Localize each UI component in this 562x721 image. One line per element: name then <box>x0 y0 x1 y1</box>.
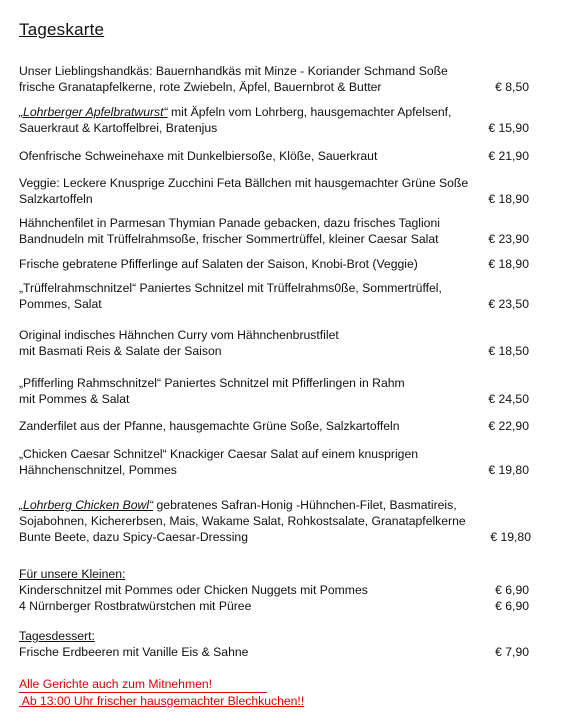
item-line: Frische gebratene Pfifferlinge auf Salaten der Saison, Knobi-Brot (Veggie) <box>19 257 418 271</box>
item-price: € 19,80 <box>490 530 531 544</box>
dessert-price: € 7,90 <box>495 645 529 659</box>
item-line: Hähnchenschnitzel, Pommes <box>19 463 177 477</box>
menu-item <box>19 446 529 478</box>
item-price: € 18,90 <box>488 257 529 271</box>
item-line: mit Basmati Reis & Salate der Saison <box>19 344 222 358</box>
item-price: € 23,90 <box>488 232 529 246</box>
menu-item <box>19 375 529 407</box>
item-price: € 22,90 <box>488 419 529 433</box>
menu-item <box>19 104 529 136</box>
kids-line: 4 Nürnberger Rostbratwürstchen mit Püree <box>19 599 252 613</box>
kids-section <box>19 566 529 614</box>
menu-item <box>19 256 529 272</box>
item-line: frische Granatapfelkerne, rote Zwiebeln, Äpfel, Bauernbrot & Butter <box>19 80 382 94</box>
item-line: Veggie: Leckere Knusprige Zucchini Feta Bällchen mit hausgemachter Grüne Soße <box>19 176 469 190</box>
kids-line: Kinderschnitzel mit Pommes oder Chicken Nuggets mit Pommes <box>19 583 368 597</box>
item-line: Original indisches Hähnchen Curry vom Hähnchenbrustfilet <box>19 328 339 342</box>
item-price: € 18,50 <box>488 344 529 358</box>
item-price: € 15,90 <box>488 121 529 135</box>
item-line: „Pfifferling Rahmschnitzel“ Paniertes Schnitzel mit Pfifferlingen in Rahm <box>19 376 405 390</box>
item-line: Sojabohnen, Kichererbsen, Mais, Wakame Salat, Rohkostsalate, Granatapfelkerne <box>19 514 466 528</box>
item-line: „Chicken Caesar Schnitzel“ Knackiger Caesar Salat auf einem knusprigen <box>19 447 418 461</box>
item-line: Bandnudeln mit Trüffelrahmsoße, frischer Sommertrüffel, kleiner Caesar Salat <box>19 232 439 246</box>
item-line: Sauerkraut & Kartoffelbrei, Bratenjus <box>19 121 218 135</box>
kids-heading: Für unsere Kleinen: <box>19 567 126 581</box>
menu-item <box>19 215 529 247</box>
kids-price: € 6,90 <box>495 599 529 613</box>
menu-item <box>19 418 529 434</box>
cake-note: Ab 13:00 Uhr frischer hausgemachter Blechkuchen!! <box>19 694 305 708</box>
menu-item <box>19 497 531 545</box>
item-line: mit Pommes & Salat <box>19 392 130 406</box>
page-title: Tageskarte <box>19 20 105 39</box>
item-line: mit Äpfeln vom Lohrberg, hausgemachter Apfelsenf, <box>167 105 452 119</box>
dessert-line: Frische Erdbeeren mit Vanille Eis & Sahne <box>19 645 249 659</box>
item-line: Ofenfrische Schweinehaxe mit Dunkelbiersoße, Klöße, Sauerkraut <box>19 149 378 163</box>
menu-item <box>19 148 529 164</box>
item-price: € 23,50 <box>488 297 529 311</box>
item-price: € 18,90 <box>488 192 529 206</box>
item-line: Zanderfilet aus der Pfanne, hausgemachte Grüne Soße, Salzkartoffeln <box>19 419 400 433</box>
dessert-heading: Tagesdessert: <box>19 629 95 643</box>
item-line: Bunte Beete, dazu Spicy-Caesar-Dressing <box>19 530 248 544</box>
item-price: € 21,90 <box>488 149 529 163</box>
menu-item <box>19 63 529 95</box>
menu-item <box>19 280 529 312</box>
item-line: Unser Lieblingshandkäs: Bauernhandkäs mit Minze - Koriander Schmand Soße <box>19 64 448 78</box>
dessert-section <box>19 628 529 660</box>
item-line: Pommes, Salat <box>19 297 102 311</box>
item-line: Hähnchenfilet in Parmesan Thymian Panade gebacken, dazu frisches Taglioni <box>19 216 440 230</box>
item-price: € 24,50 <box>488 392 529 406</box>
item-line: gebratenes Safran-Honig -Hühnchen-Filet, Basmatireis, <box>153 498 457 512</box>
takeaway-note: Alle Gerichte auch zum Mitnehmen! <box>19 676 267 693</box>
item-name: „Lohrberger Apfelbratwurst“ <box>19 105 168 119</box>
kids-price: € 6,90 <box>495 583 529 597</box>
item-name: „Lohrberg Chicken Bowl“ <box>19 498 154 512</box>
item-price: € 19,80 <box>488 463 529 477</box>
menu-item <box>19 327 529 359</box>
item-line: Salzkartoffeln <box>19 192 93 206</box>
item-line: „Trüffelrahmschnitzel“ Paniertes Schnitzel mit Trüffelrahms0ße, Sommertrüffel, <box>19 281 442 295</box>
item-price: € 8,50 <box>495 80 529 94</box>
menu-item <box>19 175 529 207</box>
